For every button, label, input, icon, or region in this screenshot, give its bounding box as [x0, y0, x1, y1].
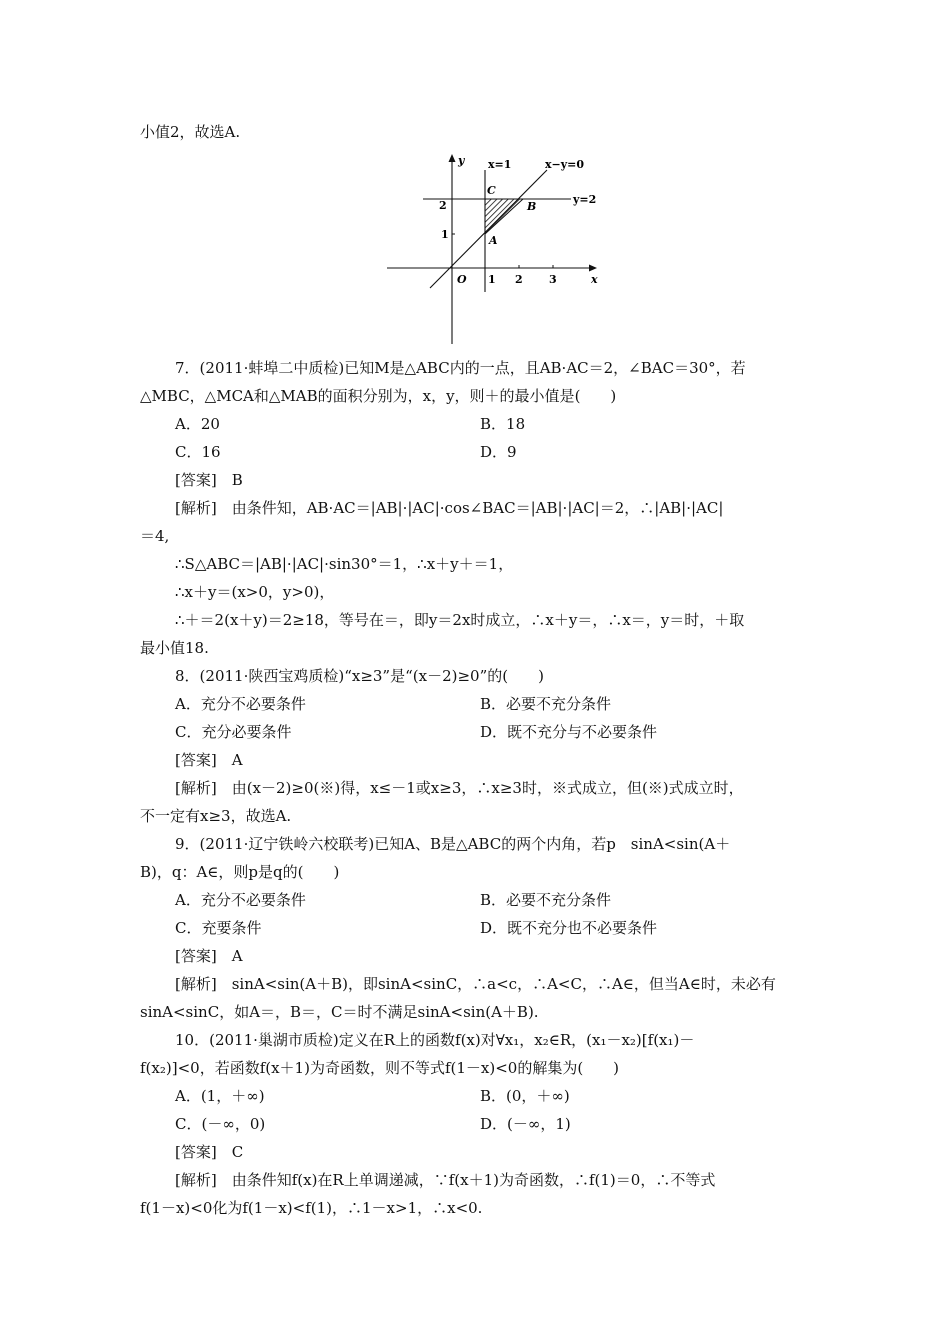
question-8-stem: 8．(2011·陕西宝鸡质检)“x≥3”是“(x－2)≥0”的( ): [175, 667, 544, 685]
x-axis-label: x: [591, 273, 598, 286]
x-axis-arrow: [589, 265, 597, 272]
q10-option-d: D．(－∞，1): [480, 1115, 571, 1133]
q7-analysis-cont: 最小值18.: [140, 639, 209, 657]
q7-analysis-cont: ∴S△ABC＝|AB|·|AC|·sin30°＝1，∴x＋y＋＝1，: [175, 555, 514, 573]
q10-option-b: B．(0，＋∞): [480, 1087, 570, 1105]
origin-label: O: [457, 273, 467, 286]
question-10-stem: 10．(2011·巢湖市质检)定义在R上的函数f(x)对∀x₁，x₂∈R，(x₁－x₂)[f(x₁)－: [175, 1031, 695, 1049]
q8-answer: [答案] A: [175, 751, 243, 769]
y-axis-arrow: [449, 154, 456, 162]
q8-option-c: C．充分必要条件: [175, 723, 292, 741]
q7-analysis-cont: ＝4,: [140, 527, 170, 545]
tick-label-y1: 1: [441, 228, 449, 241]
tick-label-y2: 2: [439, 199, 447, 212]
q9-option-a: A．充分不必要条件: [175, 891, 306, 909]
question-7-stem: 7．(2011·蚌埠二中质检)已知M是△ABC内的一点，且AB·AC＝2，∠BAC＝30°，若: [175, 359, 746, 377]
q9-analysis: [解析] sinA<sin(A＋B)，即sinA<sinC，∴a<c，∴A<C，∴A∈，但当A∈时，未必有: [175, 975, 776, 993]
q8-analysis-cont: 不一定有x≥3，故选A.: [140, 807, 292, 825]
q7-option-d: D．9: [480, 443, 517, 461]
question-9-stem: 9．(2011·辽宁铁岭六校联考)已知A、B是△ABC的两个内角，若p sinA<sin(A＋: [175, 835, 731, 853]
q9-analysis-cont: sinA<sinC，如A＝，B＝，C＝时不满足sinA<sin(A＋B).: [140, 1003, 539, 1021]
tick-label-x3: 3: [549, 273, 557, 286]
y-axis-label: y: [458, 154, 465, 167]
q7-analysis-cont: ∴x＋y＝(x>0，y>0)，: [175, 583, 335, 601]
q7-analysis-cont: ∴＋＝2(x＋y)＝2≥18，等号在＝，即y＝2x时成立，∴x＋y＝，∴x＝，y＝时，＋取: [175, 611, 745, 629]
q8-option-a: A．充分不必要条件: [175, 695, 306, 713]
label-x-equals-1: x=1: [488, 158, 512, 171]
q7-option-c: C．16: [175, 443, 221, 461]
q9-option-b: B．必要不充分条件: [480, 891, 612, 909]
point-b-label: B: [527, 200, 537, 213]
question-9-stem-cont: B)，q：A∈，则p是q的( ): [140, 863, 340, 881]
q10-option-a: A．(1，＋∞): [175, 1087, 265, 1105]
point-a-label: A: [489, 234, 498, 247]
point-c-label: C: [487, 184, 496, 197]
question-10-stem-cont: f(x₂)]<0，若函数f(x＋1)为奇函数，则不等式f(1－x)<0的解集为( ): [140, 1059, 620, 1077]
q10-analysis: [解析] 由条件知f(x)在R上单调递减，∵f(x＋1)为奇函数，∴f(1)＝0，∴不等式: [175, 1171, 716, 1189]
q8-option-b: B．必要不充分条件: [480, 695, 612, 713]
tick-label-x1: 1: [488, 273, 496, 286]
question-7-stem-cont: △MBC，△MCA和△MAB的面积分别为，x，y，则＋的最小值是( ): [140, 387, 617, 405]
text-line: 小值2，故选A.: [140, 123, 241, 141]
q7-analysis: [解析] 由条件知，AB·AC＝|AB|·|AC|·cos∠BAC＝|AB|·|AC|＝2，∴|AB|·|AC|: [175, 499, 724, 517]
q10-option-c: C．(－∞，0): [175, 1115, 266, 1133]
q9-option-d: D．既不充分也不必要条件: [480, 919, 658, 937]
q7-option-a: A．20: [175, 415, 220, 433]
q8-analysis: [解析] 由(x－2)≥0(※)得，x≤－1或x≥3，∴x≥3时，※式成立，但(※)式成立时，: [175, 779, 744, 797]
label-x-minus-y: x−y=0: [545, 158, 585, 171]
tick-label-x2: 2: [515, 273, 523, 286]
label-y-equals-2: y=2: [573, 193, 597, 206]
q10-analysis-cont: f(1－x)<0化为f(1－x)<f(1)，∴1－x>1，∴x<0.: [140, 1199, 483, 1217]
shaded-region: [485, 199, 523, 234]
q10-answer: [答案] C: [175, 1143, 244, 1161]
q9-answer: [答案] A: [175, 947, 243, 965]
q8-option-d: D．既不充分与不必要条件: [480, 723, 658, 741]
q9-option-c: C．充要条件: [175, 919, 262, 937]
q7-answer: [答案] B: [175, 471, 243, 489]
feasible-region-figure: [385, 152, 605, 344]
q7-option-b: B．18: [480, 415, 526, 433]
